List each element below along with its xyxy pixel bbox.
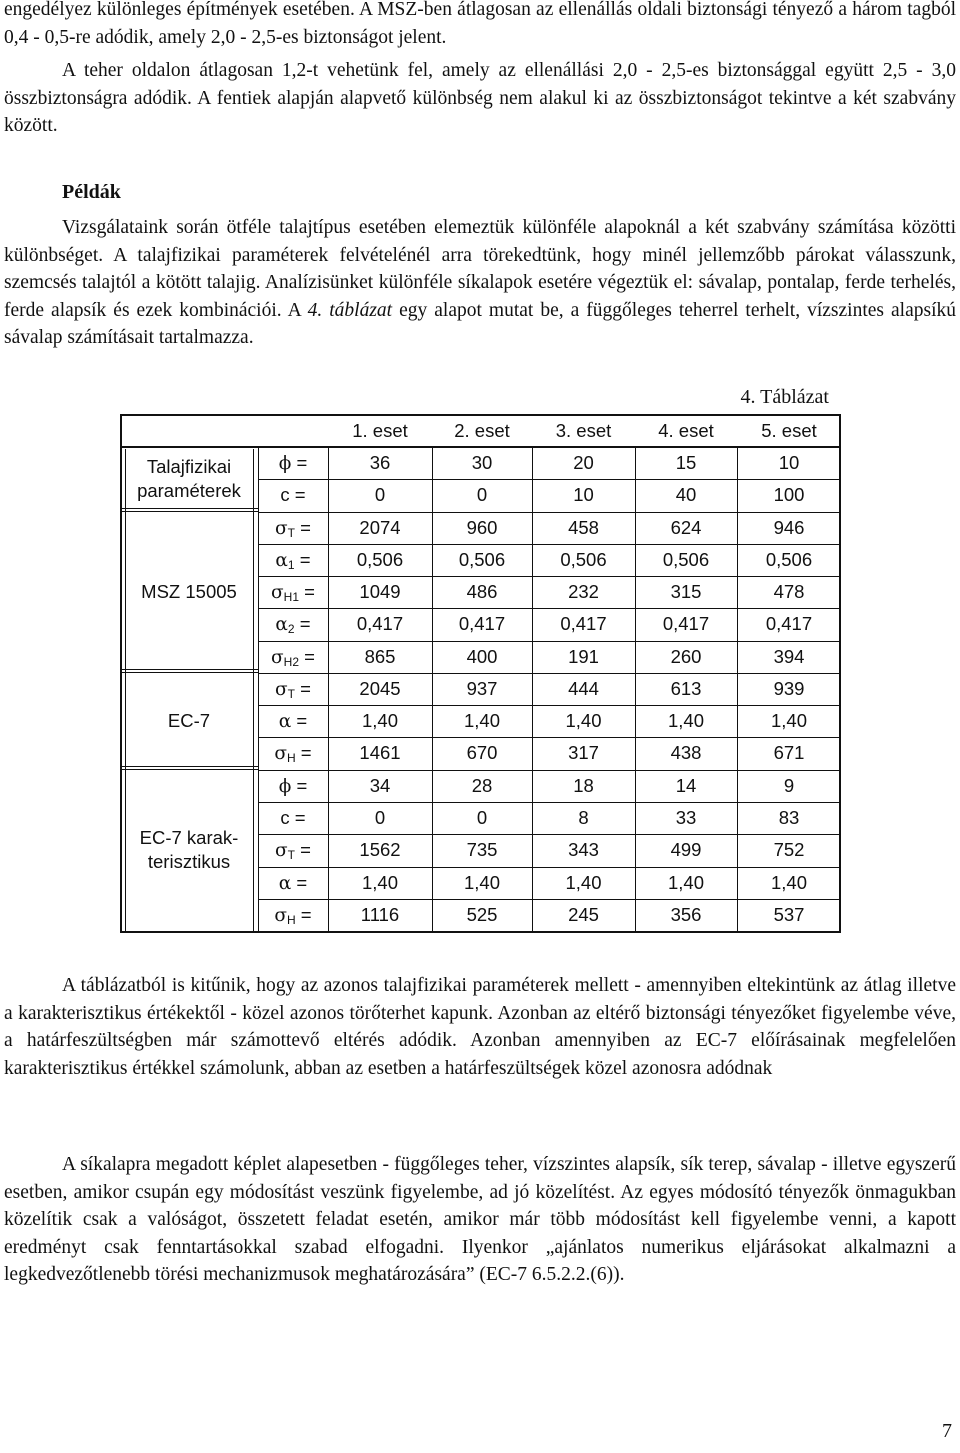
table-value-cell: 613 [670, 677, 702, 699]
table-parameter-label [258, 899, 328, 931]
table-value-cell: 0,506 [458, 548, 506, 570]
parameter-subscript: 2 [287, 622, 295, 637]
table-border-bottom [120, 931, 841, 933]
table-value-cell: 315 [670, 581, 702, 603]
paragraph-1-text: engedélyez különleges építmények esetében. A MSZ-ben átlagosan az ellenállás oldali biztonsági tényező a három tagból 0,4 - 0,5-re adódik, amely 2,0 - 2,5-es biztonságot jelent. [4, 0, 956, 48]
table-value-cell: 30 [471, 452, 493, 473]
table-parameter-label [258, 608, 328, 640]
table-parameter-label [258, 544, 328, 576]
table-parameter-label [258, 673, 328, 705]
table-value-cell: 2074 [359, 516, 401, 538]
table-parameter-label [258, 867, 328, 899]
table-value-cell: 36 [369, 452, 391, 473]
paragraph-1 [4, 0, 956, 51]
table-parameter-label [258, 641, 328, 673]
parameter-symbol: α [278, 711, 292, 733]
parameter-symbol: α [275, 614, 288, 636]
table-value-cell: 0,417 [560, 613, 607, 635]
parameter-subscript: T [287, 686, 296, 701]
table-value-cell: 356 [670, 903, 702, 925]
parameter-text: c [280, 484, 290, 506]
table-value-cell: 1,40 [463, 710, 500, 732]
table-group-rule [120, 669, 258, 670]
equals-sign: = [299, 581, 315, 603]
parameter-symbol: σ [275, 517, 288, 539]
table-value-cell: 9 [783, 774, 795, 796]
table-value-cell: 0,506 [662, 548, 710, 570]
paragraph-3 [4, 214, 956, 352]
table-group-rule [120, 672, 258, 673]
table-value-cell: 1,40 [770, 710, 807, 732]
table-header-cell: 3. eset [555, 420, 612, 441]
table-value-cell: 20 [573, 452, 594, 473]
equals-sign: = [294, 613, 311, 635]
table-value-cell: 0,417 [458, 613, 506, 635]
parameter-text: c [280, 806, 290, 828]
table-parameter-label [258, 512, 328, 544]
table-value-cell: 1,40 [667, 871, 704, 893]
paragraph-2 [4, 57, 956, 140]
parameter-subscript: H1 [283, 590, 300, 605]
table-value-cell: 499 [670, 839, 702, 861]
parameter-symbol: σ [275, 678, 288, 700]
table-border-left [120, 446, 122, 931]
equals-sign: = [294, 548, 311, 570]
table-value-cell: 946 [773, 516, 805, 538]
table-value-cell: 865 [364, 645, 396, 667]
table-header-left-border [120, 414, 122, 446]
equals-sign: = [295, 742, 312, 764]
table-value-cell: 232 [568, 581, 599, 603]
table-value-cell: 2045 [359, 677, 401, 699]
equals-sign: = [291, 774, 308, 796]
table-value-cell: 1,40 [667, 710, 704, 732]
parameter-symbol: σ [271, 582, 284, 604]
parameter-symbol: ϕ [278, 453, 292, 474]
table-value-cell: 1,40 [361, 710, 398, 732]
table-value-cell: 317 [568, 742, 599, 764]
table-value-cell: 960 [466, 516, 498, 538]
page-number: 7 [942, 1420, 952, 1442]
table-group-label: Talajfizikai paraméterek [137, 456, 241, 502]
table-value-cell: 0 [374, 484, 386, 506]
table-caption: 4. Táblázat [740, 386, 829, 408]
table-group-label: EC-7 karak-terisztikus [139, 827, 239, 873]
table-value-cell: 1116 [360, 903, 400, 925]
table-value-cell: 537 [773, 903, 805, 925]
table-value-cell: 1049 [359, 581, 401, 603]
paragraph-3-text-a: Vizsgálataink során ötféle talajtípus esetében elemeztük különféle alapoknál a két szabvány számítása közötti különbséget. A talajfizikai paraméterek felvételénél arra törekedtünk, hogy minél jellemzőbb párokat válasszunk, szemcsés talajtól a kötött talajig. Analízisünket különféle síkalapok esetére végeztük el: sávalap, pontalap, ferde terhelés, ferde alapsík és ezek kombinációi. A [4, 217, 956, 321]
table-value-cell: 458 [568, 516, 599, 538]
equals-sign: = [295, 516, 311, 538]
table-value-cell: 260 [670, 645, 702, 667]
table-value-cell: 10 [573, 484, 594, 506]
equals-sign: = [299, 645, 315, 667]
parameter-symbol: σ [274, 904, 287, 926]
table-value-cell: 0 [476, 484, 488, 506]
parameter-subscript: T [287, 848, 296, 863]
table-value-cell: 0,506 [356, 548, 404, 570]
parameter-symbol: σ [271, 646, 284, 668]
paragraph-5 [4, 1151, 956, 1289]
table-value-cell: 400 [466, 645, 498, 667]
table-parameter-label [258, 834, 328, 866]
table-value-cell: 671 [773, 742, 805, 764]
table-value-cell: 1,40 [565, 710, 602, 732]
table-value-cell: 8 [578, 806, 589, 828]
table-value-cell: 937 [466, 677, 498, 699]
table-value-cell: 670 [466, 742, 498, 764]
parameter-subscript: H [287, 751, 296, 766]
table-value-cell: 624 [670, 516, 702, 538]
paragraph-4-text: A táblázatból is kitűnik, hogy az azonos talajfizikai paraméterek mellett - amennyiben eltekintünk az átlag illetve a karakterisztikus értékektől - közel azonos törőterhet kapunk. Azonban az eltérő biztonsági tényezőket figyelembe véve, a határfeszültségben már számottevő eltérés adódik. Azonban amennyiben az EC-7 előírásainak megfelelően karakterisztikus értékkel számolunk, abban az esetben a határfeszültségek közel azonosra adódnak [4, 975, 956, 1079]
table-group-rule [120, 508, 258, 509]
table-group-label: EC-7 [167, 710, 211, 732]
table-group-label: MSZ 15005 [141, 581, 237, 603]
section-heading: Példák [62, 181, 121, 203]
table-value-cell: 14 [675, 774, 697, 796]
equals-sign: = [291, 452, 308, 473]
table-value-cell: 486 [466, 581, 498, 603]
table-value-cell: 100 [773, 484, 805, 506]
table-header-cell: 1. eset [352, 420, 408, 441]
paragraph-2-text: A teher oldalon átlagosan 1,2-t vehetünk fel, amely az ellenállási 2,0 - 2,5-es biztonsággal együtt 2,5 - 3,0 összbiztonságra adódik. A fentiek alapján alapvető különbség nem alakul ki az összbiztonságot tekintve a két szabvány között. [4, 60, 956, 136]
table-value-cell: 28 [471, 774, 493, 796]
equals-sign: = [291, 871, 308, 893]
table-value-cell: 1461 [359, 742, 401, 764]
table-value-cell: 0,506 [560, 548, 607, 570]
parameter-symbol: σ [274, 743, 287, 765]
table-value-cell: 939 [773, 677, 805, 699]
table-parameter-label [258, 705, 328, 737]
table-group-rule [120, 511, 258, 512]
table-parameter-label [258, 802, 328, 834]
parameter-subscript: 1 [287, 557, 295, 572]
table-value-cell: 1,40 [770, 871, 807, 893]
table-value-cell: 1,40 [463, 871, 500, 893]
table-parameter-label [258, 479, 328, 511]
table-parameter-label [258, 737, 328, 769]
table-value-cell: 1562 [359, 839, 401, 861]
table-value-cell: 10 [778, 452, 800, 473]
table-parameter-label [258, 770, 328, 802]
parameter-symbol: σ [275, 840, 288, 862]
table-value-cell: 1,40 [361, 871, 398, 893]
table-value-cell: 735 [466, 839, 498, 861]
table-header-cell: 4. eset [658, 420, 714, 441]
parameter-symbol: α [278, 872, 292, 894]
table-value-cell: 34 [369, 774, 391, 796]
table-value-cell: 245 [568, 903, 599, 925]
table-value-cell: 191 [568, 645, 599, 667]
equals-sign: = [291, 710, 308, 732]
table-value-cell: 752 [773, 839, 805, 861]
table-value-cell: 0 [476, 806, 488, 828]
table-value-cell: 525 [466, 903, 498, 925]
table-value-cell: 83 [778, 806, 800, 828]
parameter-symbol: ϕ [278, 775, 292, 797]
table-value-cell: 0,506 [765, 548, 813, 570]
paragraph-3-text-b: egy alapot mutat be, a függőleges teherrel terhelt, vízszintes alapsíkú sávalap számításait tartalmazza. [4, 299, 956, 348]
equals-sign: = [289, 806, 306, 828]
table-header-cell: 2. eset [454, 420, 510, 441]
table-reference: 4. táblázat [307, 299, 393, 321]
table-value-cell: 394 [773, 645, 805, 667]
equals-sign: = [295, 903, 312, 925]
table-value-cell: 0,417 [356, 613, 404, 635]
table-parameter-label [258, 576, 328, 608]
table-label-rule-inner [253, 449, 254, 931]
table-value-cell: 444 [568, 677, 599, 699]
table-value-cell: 0 [374, 806, 386, 828]
equals-sign: = [295, 677, 311, 699]
table-value-cell: 40 [675, 484, 697, 506]
paragraph-5-text: A síkalapra megadott képlet alapesetben - függőleges teher, vízszintes alapsík, sík terep, sávalap - illetve egyszerű esetben, amikor csupán egy módosítást veszünk figyelembe, ad jó közelítést. Az egyes módosító tényezők önmagukban közelítik csak a valóságot, összetett feladat esetén, amikor már több módosítást kell figyelembe venni, a kapott eredményt csak fenntartásokkal szabad elfogadni. Ilyenkor „ajánlatos numerikus eljárásokat alkalmazni a legkedvezőtlenebb törési mechanizmusok meghatározására” (EC-7 6.5.2.2.(6)). [4, 1154, 956, 1285]
paragraph-4 [4, 972, 956, 1082]
table-value-cell: 343 [568, 839, 599, 861]
table-header-cell: 5. eset [761, 420, 817, 441]
table-value-cell: 15 [675, 452, 697, 473]
table-value-cell: 0,417 [662, 613, 710, 635]
parameter-subscript: T [287, 525, 296, 540]
table-value-cell: 18 [573, 774, 594, 796]
table-group-rule [120, 766, 258, 767]
parameter-subscript: H [287, 912, 296, 927]
equals-sign: = [289, 484, 306, 506]
equals-sign: = [295, 839, 311, 861]
table-value-cell: 0,417 [765, 613, 813, 635]
parameter-subscript: H2 [283, 654, 300, 669]
table-group-rule [120, 769, 258, 770]
parameter-symbol: α [275, 549, 288, 571]
table-value-cell: 438 [670, 742, 702, 764]
table-value-cell: 33 [675, 806, 697, 828]
table-value-cell: 1,40 [565, 871, 602, 893]
table-parameter-label [258, 447, 328, 479]
table-value-cell: 478 [773, 581, 805, 603]
